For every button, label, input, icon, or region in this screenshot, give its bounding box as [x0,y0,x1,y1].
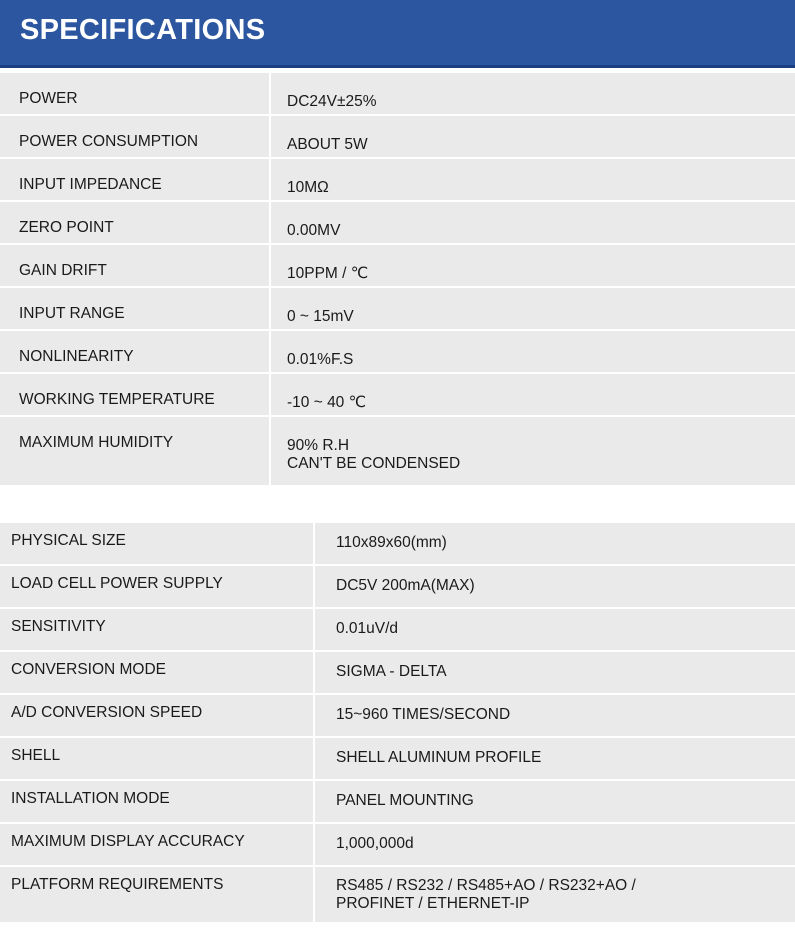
column-divider [269,288,271,329]
spec-label: INPUT IMPEDANCE [19,176,162,193]
column-divider [313,652,315,693]
spec-value-line: 0.00MV [287,222,341,239]
table-row [0,566,795,609]
spec-value-line: 0 ~ 15mV [287,308,354,325]
spec-value-line: 15~960 TIMES/SECOND [336,706,511,723]
table-row [0,417,795,487]
column-divider [269,417,271,485]
column-divider [269,73,271,114]
spec-value-line: SIGMA - DELTA [336,663,447,680]
column-divider [269,116,271,157]
spec-value-line: ABOUT 5W [287,136,368,153]
spec-value [287,308,354,326]
spec-value [336,835,414,853]
column-divider [313,738,315,779]
table-row [0,202,795,245]
spec-value [336,620,398,638]
spec-value-line: RS485 / RS232 / RS485+AO / RS232+AO / [336,877,636,894]
table-row [0,609,795,652]
spec-label: INPUT RANGE [19,305,125,322]
spec-value [336,577,475,595]
spec-value-line: 0.01uV/d [336,620,399,637]
column-divider [313,824,315,865]
column-divider [269,374,271,415]
column-divider [313,609,315,650]
spec-value-line: 90% R.H [287,437,350,454]
spec-value [336,792,474,810]
spec-value-line: 10MΩ [287,179,329,196]
table-row [0,116,795,159]
spec-label: POWER CONSUMPTION [19,133,199,150]
column-divider [269,202,271,243]
table-row [0,523,795,566]
spec-value [287,351,353,369]
table-row [0,652,795,695]
table-row [0,288,795,331]
table-row [0,331,795,374]
spec-value [336,534,447,552]
spec-value-line: 110x89x60(mm) [336,534,447,551]
column-divider [313,566,315,607]
spec-value-line: 10PPM / ℃ [287,265,369,282]
spec-value-line: 1,000,000d [336,835,414,852]
table-row [0,374,795,417]
column-divider [269,331,271,372]
spec-label: MAXIMUM DISPLAY ACCURACY [11,833,245,850]
spec-label: PHYSICAL SIZE [11,532,126,549]
spec-value [336,706,510,724]
spec-label: PLATFORM REQUIREMENTS [11,876,224,893]
spec-value-line: DC5V 200mA(MAX) [336,577,475,594]
column-divider [269,245,271,286]
spec-value [287,394,366,412]
table-row [0,781,795,824]
spec-value [336,663,447,681]
column-divider [313,867,315,922]
table-row [0,73,795,116]
spec-value-line: 0.01%F.S [287,351,354,368]
column-divider [313,695,315,736]
spec-value [336,749,541,767]
spec-label: SHELL [11,747,61,764]
spec-value [336,877,636,913]
column-divider [269,159,271,200]
page-header [0,0,795,68]
spec-value-line: -10 ~ 40 ℃ [287,394,367,411]
spec-value [287,179,329,197]
table-row [0,159,795,202]
spec-label: SENSITIVITY [11,618,106,635]
spec-value-line: PANEL MOUNTING [336,792,474,809]
spec-value-line: DC24V±25% [287,93,377,110]
spec-value [287,136,368,154]
table-row [0,245,795,288]
spec-value-line: PROFINET / ETHERNET-IP [336,895,530,912]
spec-label: NONLINEARITY [19,348,134,365]
spec-value [287,437,460,473]
page-title: SPECIFICATIONS [20,14,266,46]
spec-label: LOAD CELL POWER SUPPLY [11,575,223,592]
spec-label: GAIN DRIFT [19,262,107,279]
spec-value [287,222,340,240]
spec-label: WORKING TEMPERATURE [19,391,215,408]
spec-label: CONVERSION MODE [11,661,167,678]
spec-label: POWER [19,90,78,107]
spec-value-line: CAN'T BE CONDENSED [287,455,461,472]
column-divider [313,781,315,822]
spec-label: ZERO POINT [19,219,114,236]
table-row [0,867,795,924]
spec-label: INSTALLATION MODE [11,790,170,807]
table-row [0,695,795,738]
spec-value [287,265,368,283]
spec-label: A/D CONVERSION SPEED [11,704,203,721]
table-row [0,738,795,781]
spec-label: MAXIMUM HUMIDITY [19,434,174,451]
spec-value [287,93,377,111]
column-divider [313,523,315,564]
spec-value-line: SHELL ALUMINUM PROFILE [336,749,542,766]
table-row [0,824,795,867]
